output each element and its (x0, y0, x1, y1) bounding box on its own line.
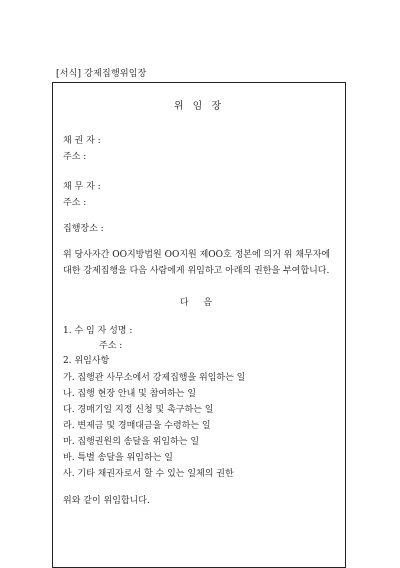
matter-item: 다. 경매기일 지정 신청 및 촉구하는 일 (63, 405, 214, 415)
delegation-statement: 위 당사자간 OO지방법원 OO지원 제OO호 정본에 의거 위 채무자에 대한 강제집행을 다음 사람에게 위임하고 아래의 권한을 부여합니다. (63, 250, 331, 276)
delegate-address-label: 주소 : (99, 341, 123, 351)
matter-item: 나. 집행 현장 안내 및 참여하는 일 (63, 389, 197, 399)
creditor-address-label: 주소 : (63, 152, 87, 162)
debtor-label: 채 무 자 : (63, 182, 101, 192)
section-heading: 다 음 (179, 298, 219, 308)
document-frame (52, 82, 346, 568)
delegate-name-label: 1. 수 임 자 성명 : (63, 326, 133, 336)
matter-item: 마. 집행권원의 송달을 위임하는 일 (63, 437, 200, 447)
creditor-label: 채 권 자 : (63, 136, 101, 146)
debtor-address-label: 주소 : (63, 198, 87, 208)
document-title: 위 임 장 (173, 101, 225, 112)
matter-item: 가. 집행관 사무소에서 강제집행을 위임하는 일 (63, 373, 246, 383)
matter-item: 바. 특별 송달을 위임하는 일 (63, 453, 173, 463)
execution-place-label: 집행장소 : (63, 224, 104, 234)
form-label: [서식] 강제집행위임장 (56, 69, 147, 79)
closing-statement: 위와 같이 위임합니다. (63, 496, 150, 506)
matters-label: 2. 위임사항 (63, 356, 110, 366)
matter-item: 라. 변제금 및 경매대금을 수령하는 일 (63, 421, 211, 431)
matter-item: 사. 기타 채권자로서 할 수 있는 일체의 권한 (63, 469, 234, 479)
